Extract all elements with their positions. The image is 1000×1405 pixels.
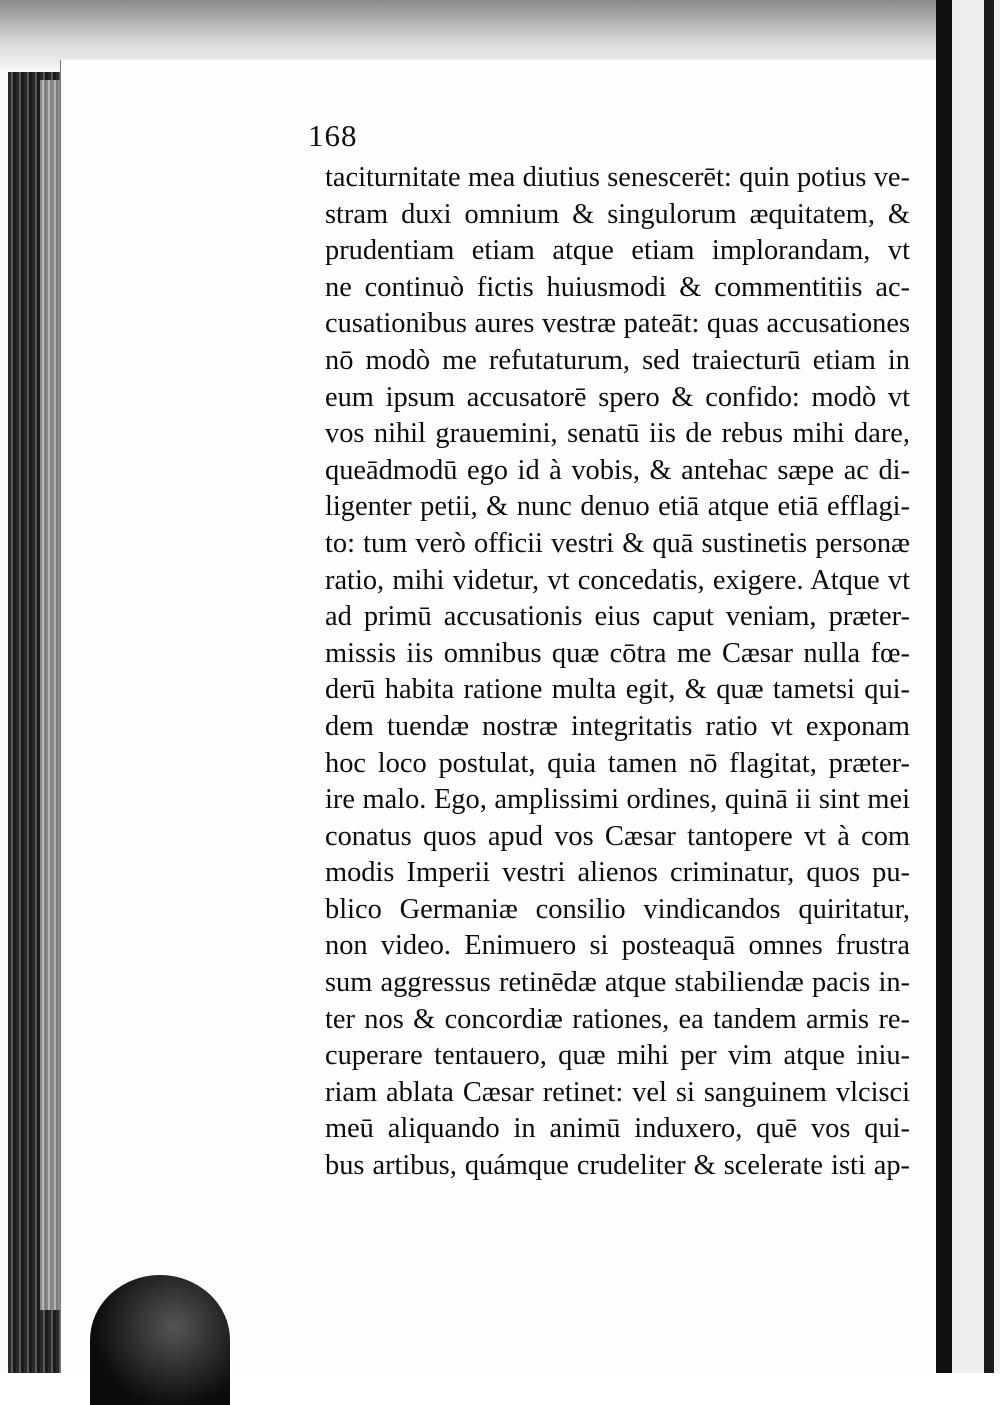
- text-line: vos nihil grauemini, senatū iis de rebus mihi dare,: [325, 418, 910, 450]
- text-line: stram duxi omnium & singulorum æquitatem, &: [325, 198, 910, 230]
- text-line: queādmodū ego id à vobis, & antehac sæpe ac di-: [325, 454, 910, 486]
- text-line: cuperare tentauero, quæ mihi per vim atque iniu-: [325, 1040, 910, 1072]
- text-line: ire malo. Ego, amplissimi ordines, quinā ii sint mei: [325, 784, 910, 816]
- text-line: ad primū accusationis eius caput veniam, præter-: [325, 601, 910, 633]
- text-line: blico Germaniæ consilio vindicandos quiritatur,: [325, 893, 910, 925]
- text-line: riam ablata Cæsar retinet: vel si sanguinem vlcisci: [325, 1076, 910, 1108]
- text-line: sum aggressus retinēdæ atque stabiliendæ pacis in-: [325, 967, 910, 999]
- page-number: 168: [308, 118, 358, 153]
- thumb-holding-book: [90, 1275, 230, 1405]
- text-line: prudentiam etiam atque etiam implorandam, vt: [325, 235, 910, 267]
- text-line: ratio, mihi videtur, vt concedatis, exigere. Atque vt: [325, 564, 910, 596]
- text-line: non video. Enimuero si posteaquā omnes frustra: [325, 930, 910, 962]
- text-line: missis iis omnibus quæ cōtra me Cæsar nulla fœ-: [325, 637, 910, 669]
- text-line: eum ipsum accusatorē spero & confido: modò vt: [325, 381, 910, 413]
- text-line: ter nos & concordiæ rationes, ea tandem armis re-: [325, 1003, 910, 1035]
- text-line: nō modò me refutaturum, sed traiecturū etiam in: [325, 344, 910, 376]
- text-line: ne continuò fictis huiusmodi & commentitiis ac-: [325, 271, 910, 303]
- text-line: conatus quos apud vos Cæsar tantopere vt à com: [325, 820, 910, 852]
- text-line: dem tuendæ nostræ integritatis ratio vt exponam: [325, 710, 910, 742]
- text-line: bus artibus, quámque crudeliter & scelerate isti ap-: [325, 1150, 910, 1182]
- text-line: cusationibus aures vestræ pateāt: quas accusationes: [325, 308, 910, 340]
- text-line: hoc loco postulat, quia tamen nō flagitat, præter-: [325, 747, 910, 779]
- text-line: meū aliquando in animū induxero, quē vos qui-: [325, 1113, 910, 1145]
- text-line: to: tum verò officii vestri & quā sustinetis personæ: [325, 527, 910, 559]
- text-line: taciturnitate mea diutius senescerēt: quin potius ve-: [325, 162, 910, 193]
- text-line: derū habita ratione multa egit, & quæ tametsi qui-: [325, 674, 910, 706]
- text-line: modis Imperii vestri alienos criminatur, quos pu-: [325, 857, 910, 889]
- text-line: ligenter petii, & nunc denuo etiā atque etiā efflagi-: [325, 491, 910, 523]
- adjacent-page-edge: [936, 0, 1000, 1373]
- body-text: [325, 160, 910, 1185]
